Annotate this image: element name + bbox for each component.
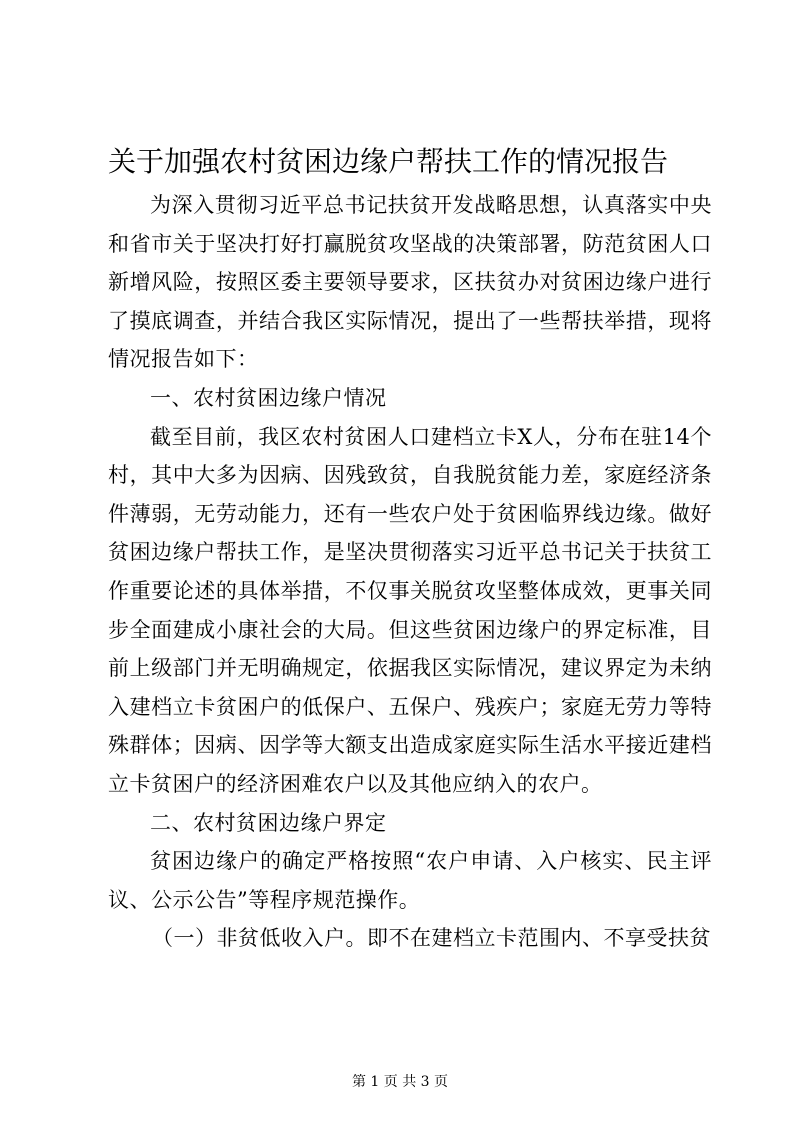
page-footer: 第 1 页 共 3 页 (351, 1074, 449, 1090)
section-1-paragraph: 截至目前，我区农村贫困人口建档立卡X人，分布在驻14个村，其中大多为因病、因残致贫，自我脱贫能力差，家庭经济条件薄弱，无劳动能力，还有一些农户处于贫困临界线边缘。做好贫困边缘户帮扶工作，是坚决贯彻落实习近平总书记关于扶贫工作重要论述的具体举措，不仅事关脱贫攻坚整体成效，更事关同步全面建成小康社会的大局。但这些贫困边缘户的界定标准，目前上级部门并无明确规定，依据我区实际情况，建议界定为未纳入建档立卡贫困户的低保户、五保户、残疾户；家庭无劳力等特殊群体；因病、因学等大额支出造成家庭实际生活水平接近建档立卡贫困户的经济困难农户以及其他应纳入的农户。 (108, 424, 712, 796)
document-title: 关于加强农村贫困边缘户帮扶工作的情况报告 (108, 145, 669, 178)
section-heading-2: 二、农村贫困边缘户界定 (150, 810, 387, 835)
section-2-paragraph: 贫困边缘户的确定严格按照“农户申请、入户核实、民主评议、公示公告”等程序规范操作。 (108, 849, 712, 912)
subsection-1-paragraph: （一）非贫低收入户。即不在建档立卡范围内、不享受扶贫 (152, 926, 711, 951)
section-heading-1: 一、农村贫困边缘户情况 (150, 385, 387, 410)
document-body (108, 186, 712, 958)
intro-paragraph: 为深入贯彻习近平总书记扶贫开发战略思想，认真落实中央和省市关于坚决打好打赢脱贫攻坚战的决策部署，防范贫困人口新增风险，按照区委主要领导要求，区扶贫办对贫困边缘户进行了摸底调查，并结合我区实际情况，提出了一些帮扶举措，现将情况报告如下： (108, 193, 712, 372)
